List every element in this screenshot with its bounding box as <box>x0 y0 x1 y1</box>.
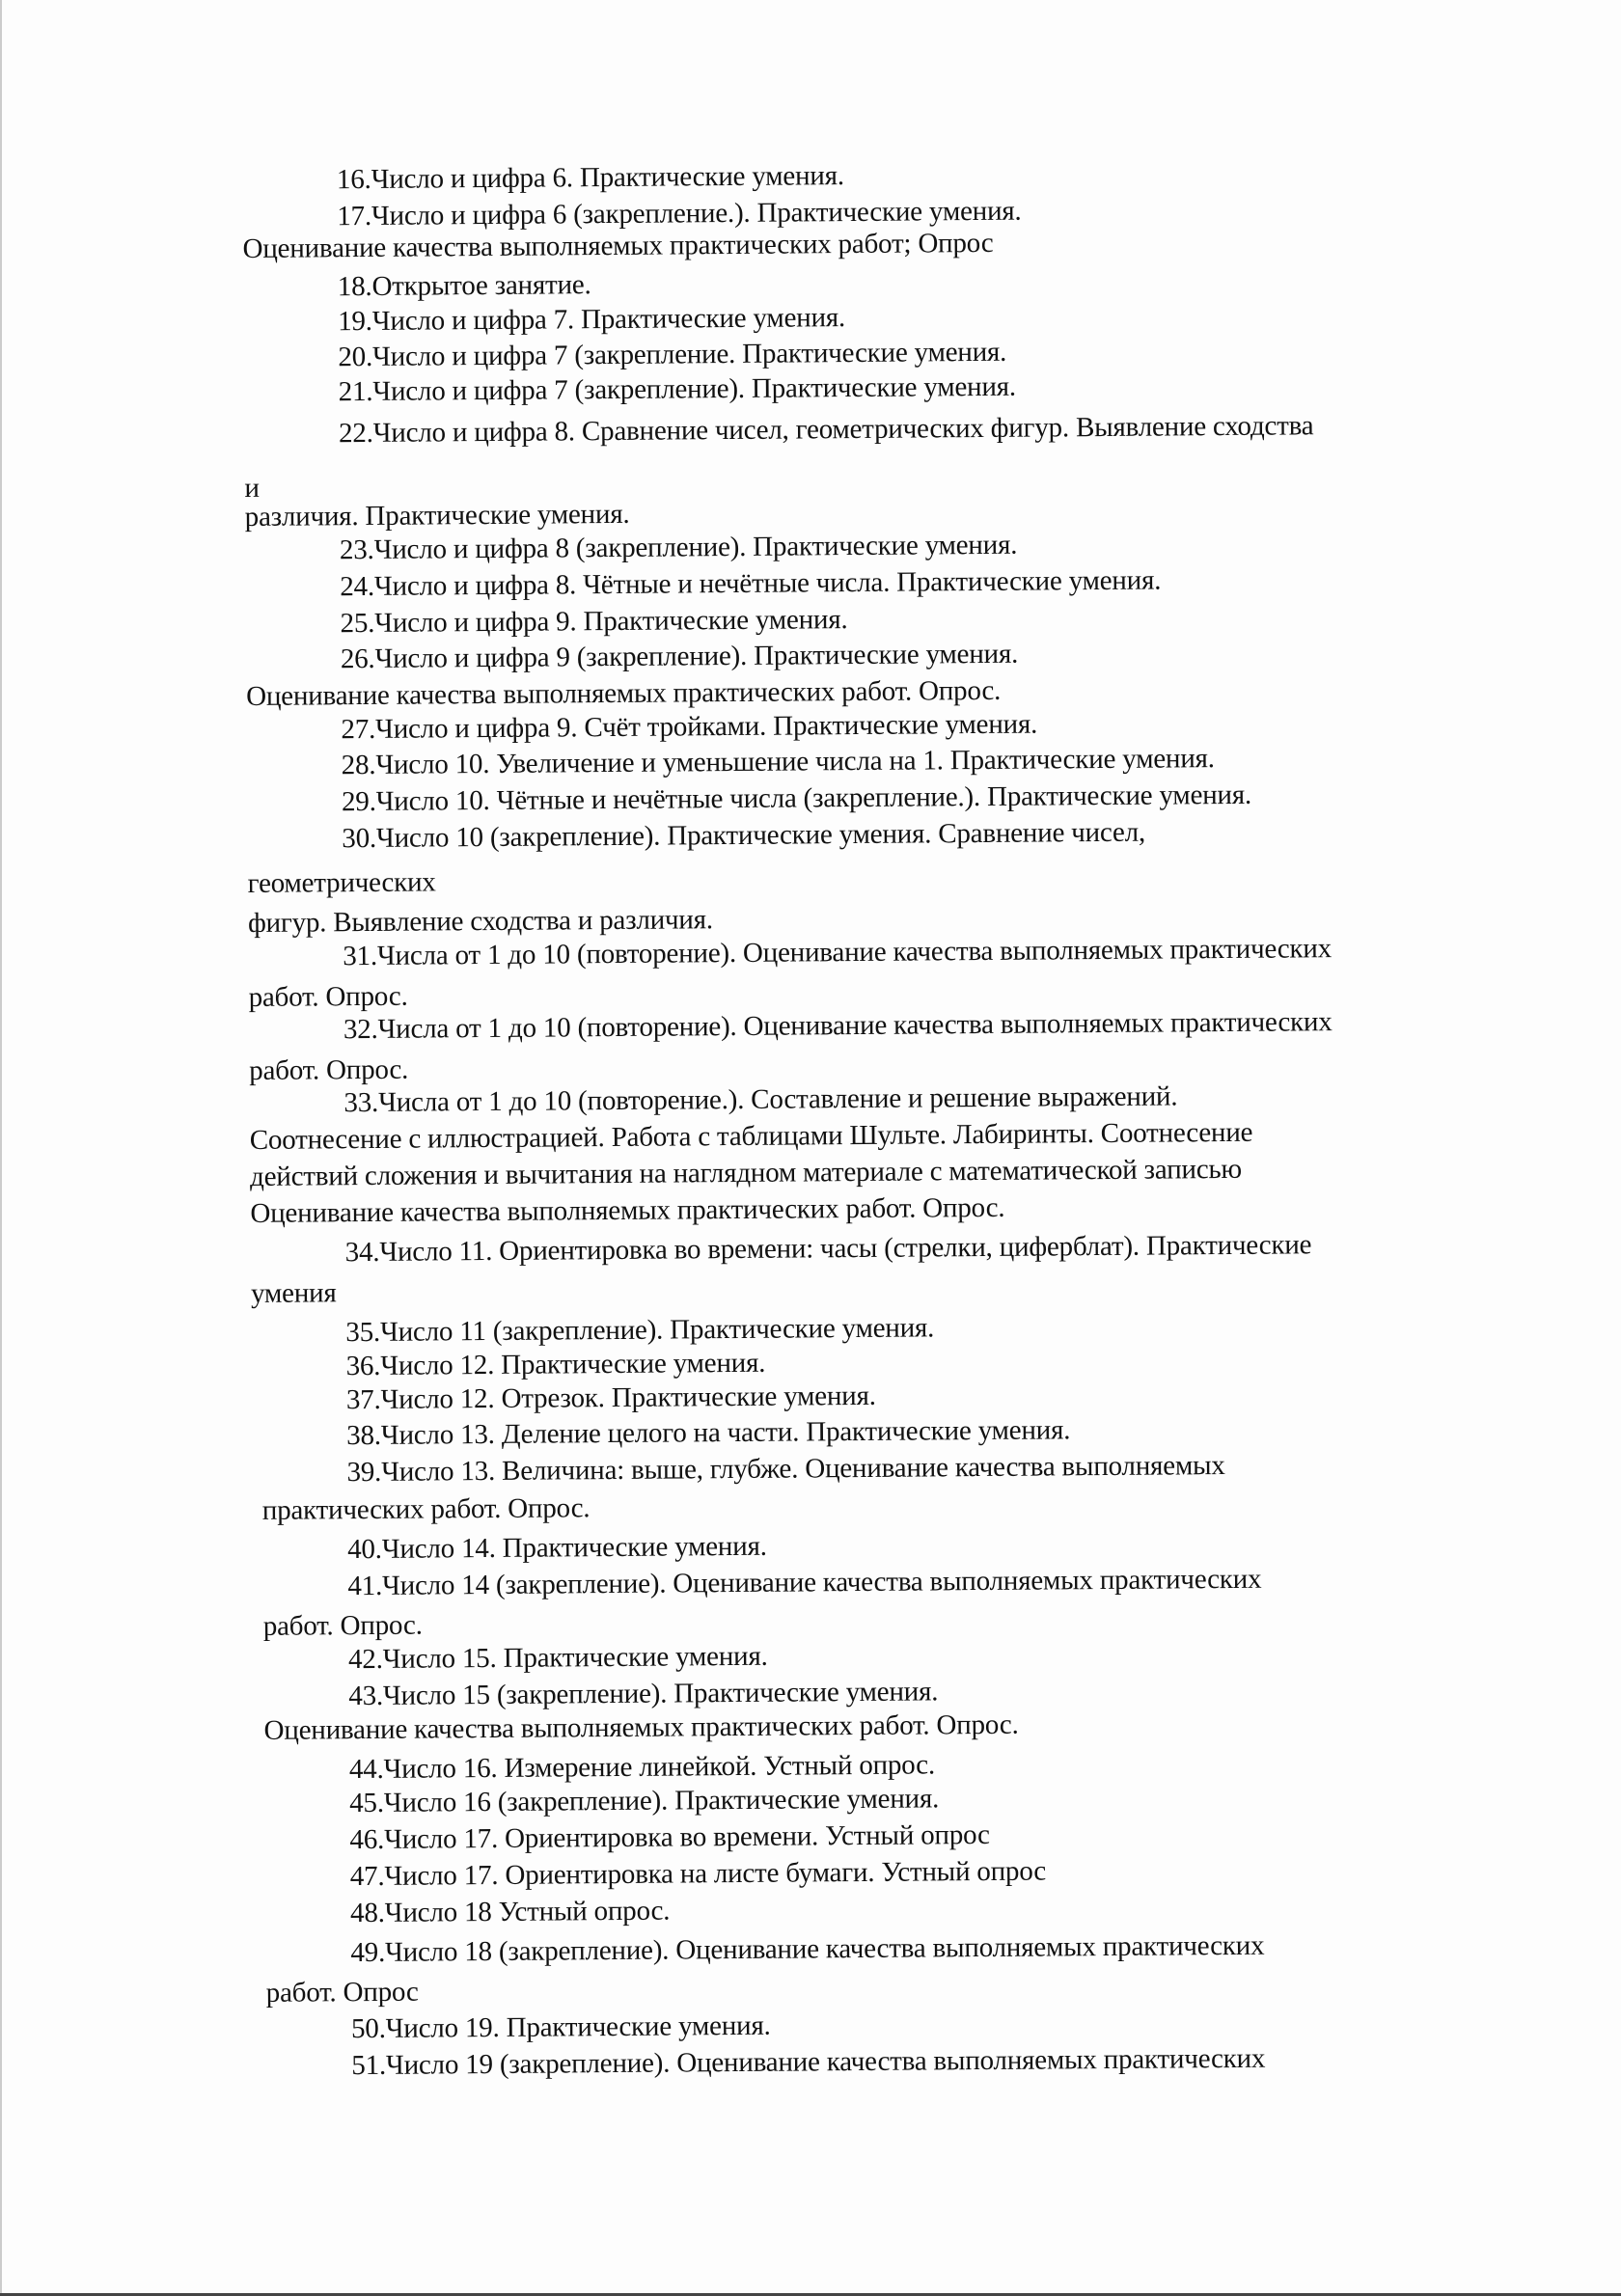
lesson-item: 16.Число и цифра 6. Практические умения. <box>336 160 844 196</box>
lesson-item: 19.Число и цифра 7. Практические умения. <box>338 302 846 338</box>
lesson-item: 44.Число 16. Измерение линейкой. Устный опрос. <box>348 1749 936 1786</box>
lesson-item: 29.Число 10. Чётные и нечётные числа (закрепление.). Практические умения. <box>341 779 1252 818</box>
lesson-item: 20.Число и цифра 7 (закрепление. Практические умения. <box>338 336 1007 373</box>
lesson-item-continuation: действий сложения и вычитания на наглядном материале с математической записью <box>249 1153 1243 1192</box>
lesson-item-continuation: работ. Опрос <box>265 1976 419 2009</box>
lesson-item: 26.Число и цифра 9 (закрепление). Практические умения. <box>340 638 1019 675</box>
lesson-item: 35.Число 11 (закрепление). Практические умения. <box>345 1312 935 1349</box>
lesson-item: 31.Числа от 1 до 10 (повторение). Оценивание качества выполняемых практических <box>343 933 1333 972</box>
lesson-item-continuation: фигур. Выявление сходства и различия. <box>247 904 713 939</box>
lesson-item: 39.Число 13. Величина: выше, глубже. Оценивание качества выполняемых <box>346 1450 1225 1489</box>
lesson-item-continuation: работ. Опрос. <box>248 980 408 1013</box>
lesson-item-continuation: различия. Практические умения. <box>244 498 630 533</box>
lesson-item: 47.Число 17. Ориентировка на листе бумаги. Устный опрос <box>349 1855 1047 1893</box>
lesson-item: 46.Число 17. Ориентировка во времени. Устный опрос <box>349 1818 990 1856</box>
lesson-item-continuation: Оценивание качества выполняемых практических работ; Опрос <box>242 227 994 264</box>
lesson-item-continuation: Соотнесение с иллюстрацией. Работа с таблицами Шульте. Лабиринты. Соотнесение <box>249 1116 1253 1156</box>
lesson-item: 42.Число 15. Практические умения. <box>347 1640 768 1676</box>
lesson-item: 38.Число 13. Деление целого на части. Практические умения. <box>346 1414 1071 1452</box>
lesson-item: 23.Число и цифра 8 (закрепление). Практические умения. <box>339 529 1018 566</box>
lesson-item: 24.Число и цифра 8. Чётные и нечётные числа. Практические умения. <box>340 564 1162 603</box>
lesson-item: 33.Числа от 1 до 10 (повторение.). Составление и решение выражений. <box>343 1080 1178 1119</box>
lesson-item: 43.Число 15 (закрепление). Практические умения. <box>348 1676 939 1712</box>
lesson-item: 28.Число 10. Увеличение и уменьшение числа на 1. Практические умения. <box>341 743 1215 781</box>
lesson-item: 21.Число и цифра 7 (закрепление). Практические умения. <box>338 370 1017 408</box>
lesson-item-continuation: Оценивание качества выполняемых практических работ. Опрос. <box>250 1191 1005 1229</box>
lesson-item: 45.Число 16 (закрепление). Практические умения. <box>349 1783 940 1819</box>
lesson-item-continuation: практических работ. Опрос. <box>261 1492 591 1526</box>
lesson-item-continuation: работ. Опрос. <box>249 1053 409 1086</box>
lesson-item: 51.Число 19 (закрепление). Оценивание качества выполняемых практических <box>351 2042 1266 2082</box>
lesson-item-continuation: Оценивание качества выполняемых практических работ. Опрос. <box>246 674 1002 712</box>
lesson-item-continuation: умения <box>250 1277 337 1309</box>
lesson-item: 40.Число 14. Практические умения. <box>347 1530 767 1566</box>
lesson-item: 18.Открытое занятие. <box>337 269 591 303</box>
lesson-item-continuation: геометрических <box>247 866 436 899</box>
lesson-item-continuation: и <box>244 472 260 504</box>
lesson-item: 17.Число и цифра 6 (закрепление.). Практические умения. <box>337 195 1022 232</box>
lesson-item: 41.Число 14 (закрепление). Оценивание качества выполняемых практических <box>347 1563 1262 1602</box>
lesson-item: 34.Число 11. Ориентировка во времени: часы (стрелки, циферблат). Практические <box>344 1229 1312 1269</box>
lesson-item: 37.Число 12. Отрезок. Практические умения. <box>345 1380 876 1416</box>
lesson-item: 49.Число 18 (закрепление). Оценивание качества выполняемых практических <box>350 1929 1265 1969</box>
lesson-item: 30.Число 10 (закрепление). Практические умения. Сравнение чисел, <box>342 816 1146 855</box>
lesson-item: 50.Число 19. Практические умения. <box>350 2009 771 2045</box>
lesson-item: 25.Число и цифра 9. Практические умения. <box>340 604 848 640</box>
lesson-item: 27.Число и цифра 9. Счёт тройками. Практические умения. <box>341 708 1038 746</box>
lesson-item: 36.Число 12. Практические умения. <box>345 1347 766 1382</box>
lesson-item-continuation: Оценивание качества выполняемых практических работ. Опрос. <box>263 1708 1019 1746</box>
lesson-item: 22.Число и цифра 8. Сравнение чисел, геометрических фигур. Выявление сходства <box>338 410 1314 450</box>
lesson-item: 48.Число 18 Устный опрос. <box>349 1895 671 1929</box>
lesson-item: 32.Числа от 1 до 10 (повторение). Оценивание качества выполняемых практических <box>343 1006 1333 1046</box>
lesson-item-continuation: работ. Опрос. <box>262 1609 423 1642</box>
